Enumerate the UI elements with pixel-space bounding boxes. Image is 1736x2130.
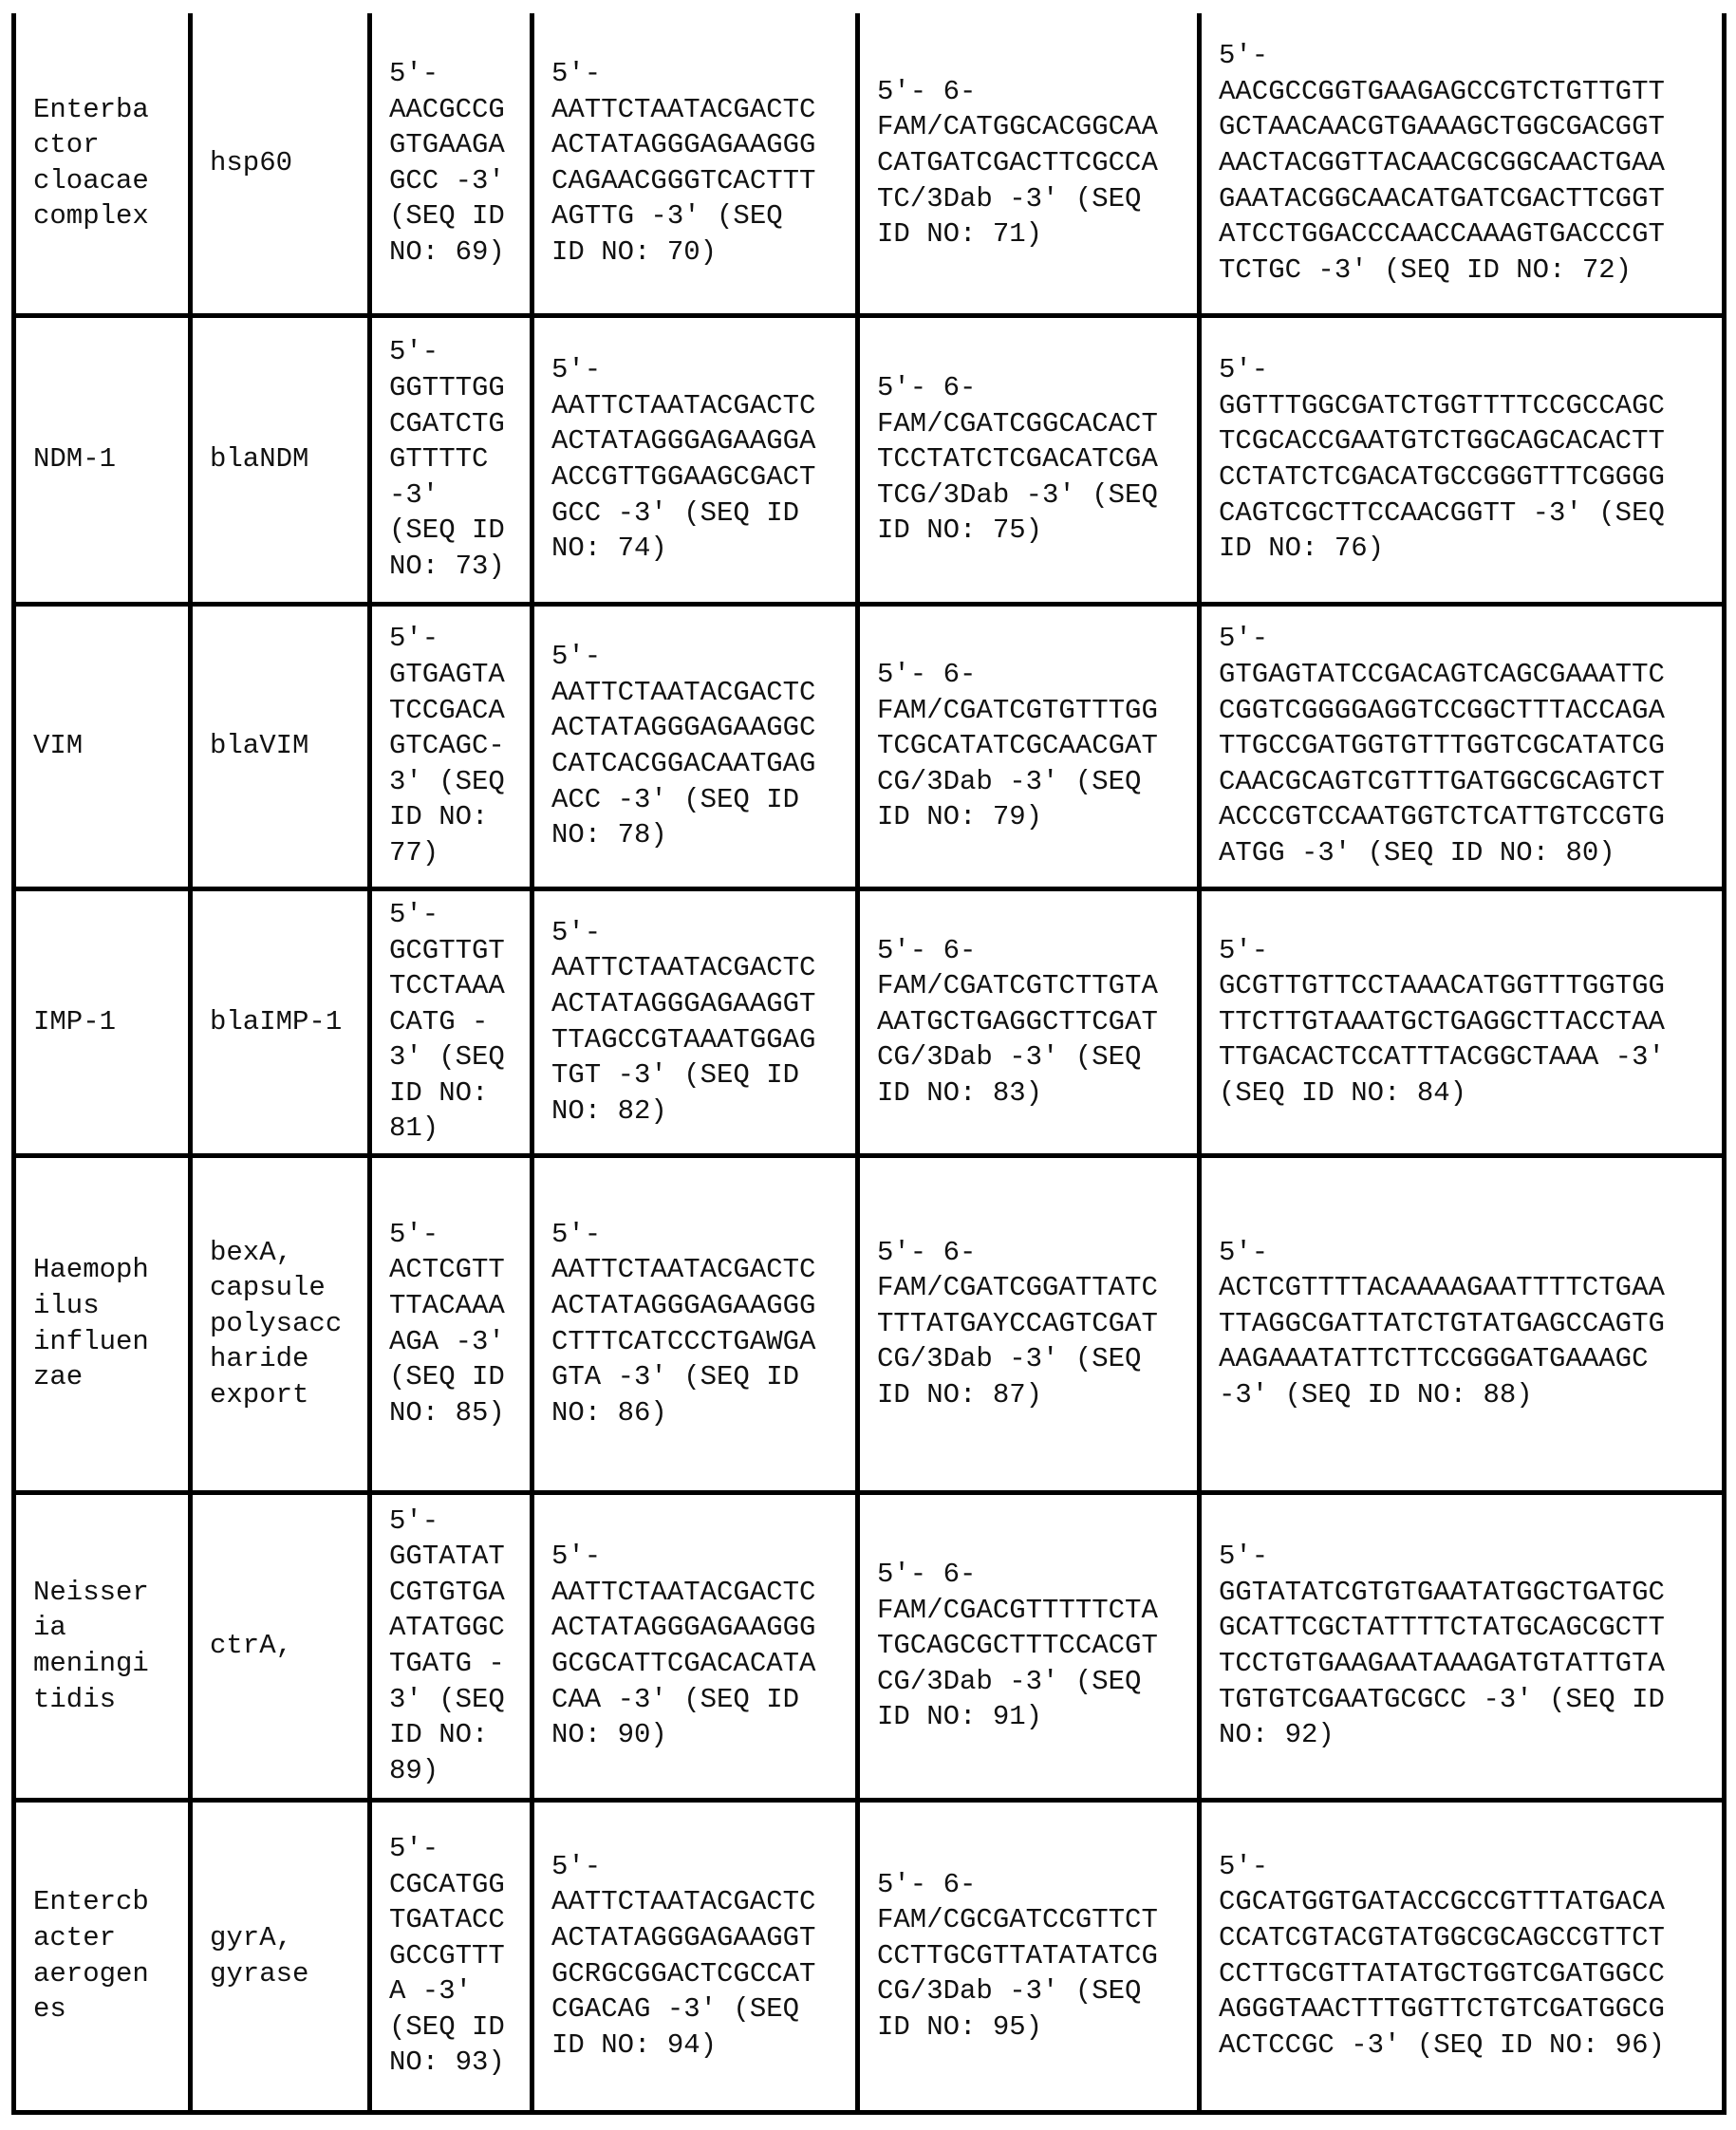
- probe-cell: 5'- 6- FAM/CGACGTTTTTCTA TGCAGCGCTTTCCACGT CG/3Dab -3′ (SEQ ID NO: 91): [858, 1492, 1200, 1800]
- gene-cell: hsp60: [191, 13, 370, 315]
- table-row: [14, 13, 1725, 315]
- amplicon-cell: 5'- GTGAGTATCCGACAGTCAGCGAAATTC CGGTCGGGGAGGTCCGGCTTTACCAGA TTGCCGATGGTGTTTGGTCGCATATCG CAACGCAGTCGTTTGATGGCGCAGTCT ACCCGTCCAATGGTCTCATTGTCCGTG ATGG -3' (SEQ ID NO: 80): [1200, 604, 1725, 888]
- amplicon-cell: 5'- GGTTTGGCGATCTGGTTTTCCGCCAGC TCGCACCGAATGTCTGGCAGCACACTT CCTATCTCGACATGCCGGGTTTCGGGG CAGTCGCTTCCAACGGTT -3' (SEQ ID NO: 76): [1200, 315, 1725, 604]
- forward-primer-cell: 5′- GGTTTGG CGATCTG GTTTTC -3′ (SEQ ID NO: 73): [370, 315, 532, 604]
- forward-primer-cell: 5′- CGCATGG TGATACC GCCGTTT A -3' (SEQ ID NO: 93): [370, 1800, 532, 2112]
- reverse-primer-cell: 5′- AATTCTAATACGACTC ACTATAGGGAGAAGGT TTAGCCGTAAATGGAG TGT -3′ (SEQ ID NO: 82): [532, 888, 858, 1155]
- organism-cell: IMP-1: [14, 888, 191, 1155]
- gene-cell: bexA, capsule polysacc haride export: [191, 1155, 370, 1492]
- probe-cell: 5'- 6- FAM/CGATCGGATTATC TTTATGAYCCAGTCGAT CG/3Dab -3' (SEQ ID NO: 87): [858, 1155, 1200, 1492]
- table-row: [14, 1155, 1725, 1492]
- amplicon-cell: 5'- ACTCGTTTTACAAAAGAATTTTCTGAA TTAGGCGATTATCTGTATGAGCCAGTG AAGAAATATTCTTCCGGGATGAAAGC -3' (SEQ ID NO: 88): [1200, 1155, 1725, 1492]
- probe-cell: 5′- 6- FAM/CGATCGGCACACT TCCTATCTCGACATCGA TCG/3Dab -3′ (SEQ ID NO: 75): [858, 315, 1200, 604]
- gene-cell: ctrA,: [191, 1492, 370, 1800]
- amplicon-cell: 5'- GGTATATCGTGTGAATATGGCTGATGC GCATTCGCTATTTTCTATGCAGCGCTT TCCTGTGAAGAATAAAGATGTATTGTA TGTGTCGAATGCGCC -3' (SEQ ID NO: 92): [1200, 1492, 1725, 1800]
- sequence-table: [11, 13, 1727, 2115]
- organism-cell: Entercb acter aerogen es: [14, 1800, 191, 2112]
- organism-cell: VIM: [14, 604, 191, 888]
- gene-cell: blaNDM: [191, 315, 370, 604]
- gene-cell: gyrA, gyrase: [191, 1800, 370, 2112]
- reverse-primer-cell: 5′- AATTCTAATACGACTC ACTATAGGGAGAAGGG GCGCATTCGACACATA CAA -3' (SEQ ID NO: 90): [532, 1492, 858, 1800]
- organism-cell: Haemoph ilus influen zae: [14, 1155, 191, 1492]
- forward-primer-cell: 5′- ACTCGTT TTACAAA AGA -3′ (SEQ ID NO: 85): [370, 1155, 532, 1492]
- sequence-table-body: [14, 13, 1725, 2112]
- reverse-primer-cell: 5′- AATTCTAATACGACTC ACTATAGGGAGAAGGA ACCGTTGGAAGCGACT GCC -3′ (SEQ ID NO: 74): [532, 315, 858, 604]
- amplicon-cell: 5'- CGCATGGTGATACCGCCGTTTATGACA CCATCGTACGTATGGCGCAGCCGTTCT CCTTGCGTTATATGCTGGTCGATGGCC AGGGTAACTTTGGTTCTGTCGATGGCG ACTCCGC -3' (SEQ ID NO: 96): [1200, 1800, 1725, 2112]
- forward-primer-cell: 5′- AACGCCG GTGAAGA GCC -3′ (SEQ ID NO: 69): [370, 13, 532, 315]
- gene-cell: blaVIM: [191, 604, 370, 888]
- reverse-primer-cell: 5′- AATTCTAATACGACTC ACTATAGGGAGAAGGT GCRGCGGACTCGCCAT CGACAG -3' (SEQ ID NO: 94): [532, 1800, 858, 2112]
- reverse-primer-cell: 5′- AATTCTAATACGACTC ACTATAGGGAGAAGGG CAGAACGGGTCACTTT AGTTG -3′ (SEQ ID NO: 70): [532, 13, 858, 315]
- reverse-primer-cell: 5′- AATTCTAATACGACTC ACTATAGGGAGAAGGG CTTTCATCCCTGAWGA GTA -3' (SEQ ID NO: 86): [532, 1155, 858, 1492]
- probe-cell: 5′- 6- FAM/CGATCGTGTTTGG TCGCATATCGCAACGAT CG/3Dab -3′ (SEQ ID NO: 79): [858, 604, 1200, 888]
- probe-cell: 5′- 6- FAM/CGCGATCCGTTCT CCTTGCGTTATATATCG CG/3Dab -3′ (SEQ ID NO: 95): [858, 1800, 1200, 2112]
- organism-cell: Enterba ctor cloacae complex: [14, 13, 191, 315]
- table-row: [14, 1800, 1725, 2112]
- forward-primer-cell: 5′- GTGAGTA TCCGACA GTCAGC- 3′ (SEQ ID NO: 77): [370, 604, 532, 888]
- probe-cell: 5'- 6- FAM/CATGGCACGGCAA CATGATCGACTTCGCCA TC/3Dab -3' (SEQ ID NO: 71): [858, 13, 1200, 315]
- table-row: [14, 315, 1725, 604]
- organism-cell: NDM-1: [14, 315, 191, 604]
- amplicon-cell: 5'- GCGTTGTTCCTAAACATGGTTTGGTGG TTCTTGTAAATGCTGAGGCTTACCTAA TTGACACTCCATTTACGGCTAAA -3' (SEQ ID NO: 84): [1200, 888, 1725, 1155]
- gene-cell: blaIMP-1: [191, 888, 370, 1155]
- amplicon-cell: 5'- AACGCCGGTGAAGAGCCGTCTGTTGTT GCTAACAACGTGAAAGCTGGCGACGGT AACTACGGTTACAACGCGGCAACTGAA GAATACGGCAACATGATCGACTTCGGT ATCCTGGACCCAACCAAAGTGACCCGT TCTGC -3' (SEQ ID NO: 72): [1200, 13, 1725, 315]
- table-row: [14, 888, 1725, 1155]
- probe-cell: 5'- 6- FAM/CGATCGTCTTGTA AATGCTGAGGCTTCGAT CG/3Dab -3' (SEQ ID NO: 83): [858, 888, 1200, 1155]
- table-row: [14, 604, 1725, 888]
- forward-primer-cell: 5′- GGTATAT CGTGTGA ATATGGC TGATG - 3′ (SEQ ID NO: 89): [370, 1492, 532, 1800]
- forward-primer-cell: 5′- GCGTTGT TCCTAAA CATG - 3′ (SEQ ID NO: 81): [370, 888, 532, 1155]
- organism-cell: Neisser ia meningi tidis: [14, 1492, 191, 1800]
- table-row: [14, 1492, 1725, 1800]
- reverse-primer-cell: 5′- AATTCTAATACGACTC ACTATAGGGAGAAGGC CATCACGGACAATGAG ACC -3' (SEQ ID NO: 78): [532, 604, 858, 888]
